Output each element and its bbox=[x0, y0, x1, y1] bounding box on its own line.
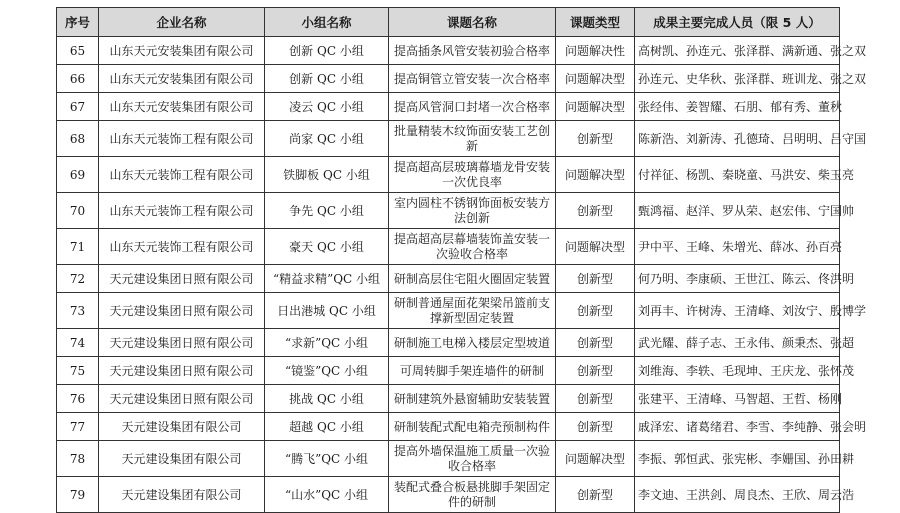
cell-type: 创新型 bbox=[556, 121, 635, 157]
table-row bbox=[57, 65, 840, 93]
cell-group: “山水”QC 小组 bbox=[265, 477, 389, 513]
cell-topic: 研制装配式配电箱壳预制构件 bbox=[389, 413, 556, 441]
cell-members: 刘维海、李轶、毛现坤、王庆龙、张怀茂 bbox=[635, 357, 840, 385]
cell-group: 挑战 QC 小组 bbox=[265, 385, 389, 413]
cell-type: 问题解决性 bbox=[556, 37, 635, 65]
cell-company: 山东天元装饰工程有限公司 bbox=[99, 157, 265, 193]
header-members: 成果主要完成人员（限 5 人） bbox=[635, 8, 840, 37]
cell-index: 69 bbox=[57, 157, 99, 193]
table-row bbox=[57, 193, 840, 229]
cell-members: 高树凯、孙连元、张泽群、满新通、张之双 bbox=[635, 37, 840, 65]
cell-group: “精益求精”QC 小组 bbox=[265, 265, 389, 293]
cell-topic: 研制普通屋面花架梁吊篮前支撑新型固定装置 bbox=[389, 293, 556, 329]
table-row bbox=[57, 441, 840, 477]
cell-group: 创新 QC 小组 bbox=[265, 65, 389, 93]
table-body bbox=[57, 37, 867, 513]
cell-index: 67 bbox=[57, 93, 99, 121]
cell-group: 凌云 QC 小组 bbox=[265, 93, 389, 121]
cell-company: 天元建设集团日照有限公司 bbox=[99, 265, 265, 293]
results-table-container bbox=[56, 7, 867, 513]
cell-topic: 可周转脚手架连墙件的研制 bbox=[389, 357, 556, 385]
cell-group: 争先 QC 小组 bbox=[265, 193, 389, 229]
cell-index: 77 bbox=[57, 413, 99, 441]
table-row bbox=[57, 37, 840, 65]
header-company: 企业名称 bbox=[99, 8, 265, 37]
cell-topic: 装配式叠合板悬挑脚手架固定件的研制 bbox=[389, 477, 556, 513]
cell-index: 78 bbox=[57, 441, 99, 477]
table-row bbox=[57, 157, 840, 193]
table-row bbox=[57, 229, 840, 265]
cell-topic: 提高外墙保温施工质量一次验收合格率 bbox=[389, 441, 556, 477]
cell-type: 创新型 bbox=[556, 477, 635, 513]
cell-company: 山东天元装饰工程有限公司 bbox=[99, 121, 265, 157]
cell-topic: 提高超高层玻璃幕墙龙骨安装一次优良率 bbox=[389, 157, 556, 193]
results-table bbox=[56, 7, 867, 513]
cell-group: 创新 QC 小组 bbox=[265, 37, 389, 65]
table-row bbox=[57, 293, 840, 329]
header-index: 序号 bbox=[57, 8, 99, 37]
cell-topic: 提高铜管立管安装一次合格率 bbox=[389, 65, 556, 93]
cell-index: 65 bbox=[57, 37, 99, 65]
cell-type: 创新型 bbox=[556, 265, 635, 293]
cell-members: 李振、郭恒武、张宪彬、李姗国、孙田耕 bbox=[635, 441, 840, 477]
cell-type: 创新型 bbox=[556, 357, 635, 385]
cell-type: 创新型 bbox=[556, 413, 635, 441]
cell-members: 甄鸿福、赵洋、罗从荣、赵宏伟、宁国帅 bbox=[635, 193, 840, 229]
header-topic: 课题名称 bbox=[389, 8, 556, 37]
cell-company: 天元建设集团日照有限公司 bbox=[99, 385, 265, 413]
table-row bbox=[57, 121, 840, 157]
cell-members: 何乃明、李康硕、王世江、陈云、佟洪明 bbox=[635, 265, 840, 293]
cell-index: 73 bbox=[57, 293, 99, 329]
cell-type: 问题解决型 bbox=[556, 229, 635, 265]
table-row bbox=[57, 93, 840, 121]
cell-members: 付祥征、杨凯、秦晓童、马洪安、柴玉亮 bbox=[635, 157, 840, 193]
table-row bbox=[57, 413, 840, 441]
cell-topic: 研制施工电梯入楼层定型坡道 bbox=[389, 329, 556, 357]
cell-type: 问题解决型 bbox=[556, 441, 635, 477]
cell-topic: 提高风管洞口封堵一次合格率 bbox=[389, 93, 556, 121]
cell-company: 天元建设集团有限公司 bbox=[99, 441, 265, 477]
cell-index: 72 bbox=[57, 265, 99, 293]
cell-members: 武光耀、薛子志、王永伟、颜秉杰、张超 bbox=[635, 329, 840, 357]
cell-group: “镜鉴”QC 小组 bbox=[265, 357, 389, 385]
table-row bbox=[57, 329, 840, 357]
cell-type: 创新型 bbox=[556, 193, 635, 229]
cell-group: “求新”QC 小组 bbox=[265, 329, 389, 357]
cell-company: 山东天元安装集团有限公司 bbox=[99, 93, 265, 121]
cell-type: 创新型 bbox=[556, 293, 635, 329]
cell-index: 76 bbox=[57, 385, 99, 413]
cell-type: 问题解决型 bbox=[556, 65, 635, 93]
cell-index: 74 bbox=[57, 329, 99, 357]
cell-members: 尹中平、王峰、朱增光、薛冰、孙百亮 bbox=[635, 229, 840, 265]
cell-company: 山东天元装饰工程有限公司 bbox=[99, 193, 265, 229]
table-header-row bbox=[57, 8, 840, 37]
cell-topic: 研制高层住宅阻火圈固定装置 bbox=[389, 265, 556, 293]
cell-company: 天元建设集团有限公司 bbox=[99, 477, 265, 513]
cell-topic: 提高插条风管安装初验合格率 bbox=[389, 37, 556, 65]
header-group: 小组名称 bbox=[265, 8, 389, 37]
cell-company: 天元建设集团日照有限公司 bbox=[99, 357, 265, 385]
cell-group: 豪天 QC 小组 bbox=[265, 229, 389, 265]
cell-group: “腾飞”QC 小组 bbox=[265, 441, 389, 477]
cell-members: 刘再丰、许树涛、王清峰、刘汝宁、殷博学 bbox=[635, 293, 840, 329]
table-row bbox=[57, 357, 840, 385]
table-row bbox=[57, 477, 840, 513]
cell-topic: 研制建筑外悬窗辅助安装装置 bbox=[389, 385, 556, 413]
cell-type: 创新型 bbox=[556, 329, 635, 357]
cell-type: 问题解决型 bbox=[556, 93, 635, 121]
cell-index: 68 bbox=[57, 121, 99, 157]
cell-topic: 提高超高层幕墙装饰盖安装一次验收合格率 bbox=[389, 229, 556, 265]
cell-group: 日出港城 QC 小组 bbox=[265, 293, 389, 329]
cell-group: 铁脚板 QC 小组 bbox=[265, 157, 389, 193]
cell-company: 山东天元安装集团有限公司 bbox=[99, 65, 265, 93]
table-row bbox=[57, 265, 840, 293]
cell-members: 孙连元、史华秋、张泽群、班训龙、张之双 bbox=[635, 65, 840, 93]
header-type: 课题类型 bbox=[556, 8, 635, 37]
cell-members: 张建平、王清峰、马智超、王哲、杨刚 bbox=[635, 385, 840, 413]
cell-company: 天元建设集团有限公司 bbox=[99, 413, 265, 441]
cell-company: 山东天元安装集团有限公司 bbox=[99, 37, 265, 65]
cell-index: 79 bbox=[57, 477, 99, 513]
cell-type: 创新型 bbox=[556, 385, 635, 413]
cell-index: 71 bbox=[57, 229, 99, 265]
cell-company: 天元建设集团日照有限公司 bbox=[99, 329, 265, 357]
cell-index: 66 bbox=[57, 65, 99, 93]
cell-topic: 批量精装木纹饰面安装工艺创新 bbox=[389, 121, 556, 157]
cell-members: 陈新浩、刘新涛、孔德琦、吕明明、吕守国 bbox=[635, 121, 840, 157]
cell-index: 70 bbox=[57, 193, 99, 229]
cell-group: 尚家 QC 小组 bbox=[265, 121, 389, 157]
cell-members: 李文迪、王洪剑、周良杰、王欣、周云浩 bbox=[635, 477, 840, 513]
cell-group: 超越 QC 小组 bbox=[265, 413, 389, 441]
cell-members: 戚泽宏、诸葛绪君、李雪、李纯静、张会明 bbox=[635, 413, 840, 441]
cell-company: 天元建设集团日照有限公司 bbox=[99, 293, 265, 329]
cell-index: 75 bbox=[57, 357, 99, 385]
cell-type: 问题解决型 bbox=[556, 157, 635, 193]
cell-company: 山东天元装饰工程有限公司 bbox=[99, 229, 265, 265]
cell-topic: 室内圆柱不锈钢饰面板安装方法创新 bbox=[389, 193, 556, 229]
table-row bbox=[57, 385, 840, 413]
cell-members: 张经伟、姜智耀、石朋、郁有秀、董秋 bbox=[635, 93, 840, 121]
